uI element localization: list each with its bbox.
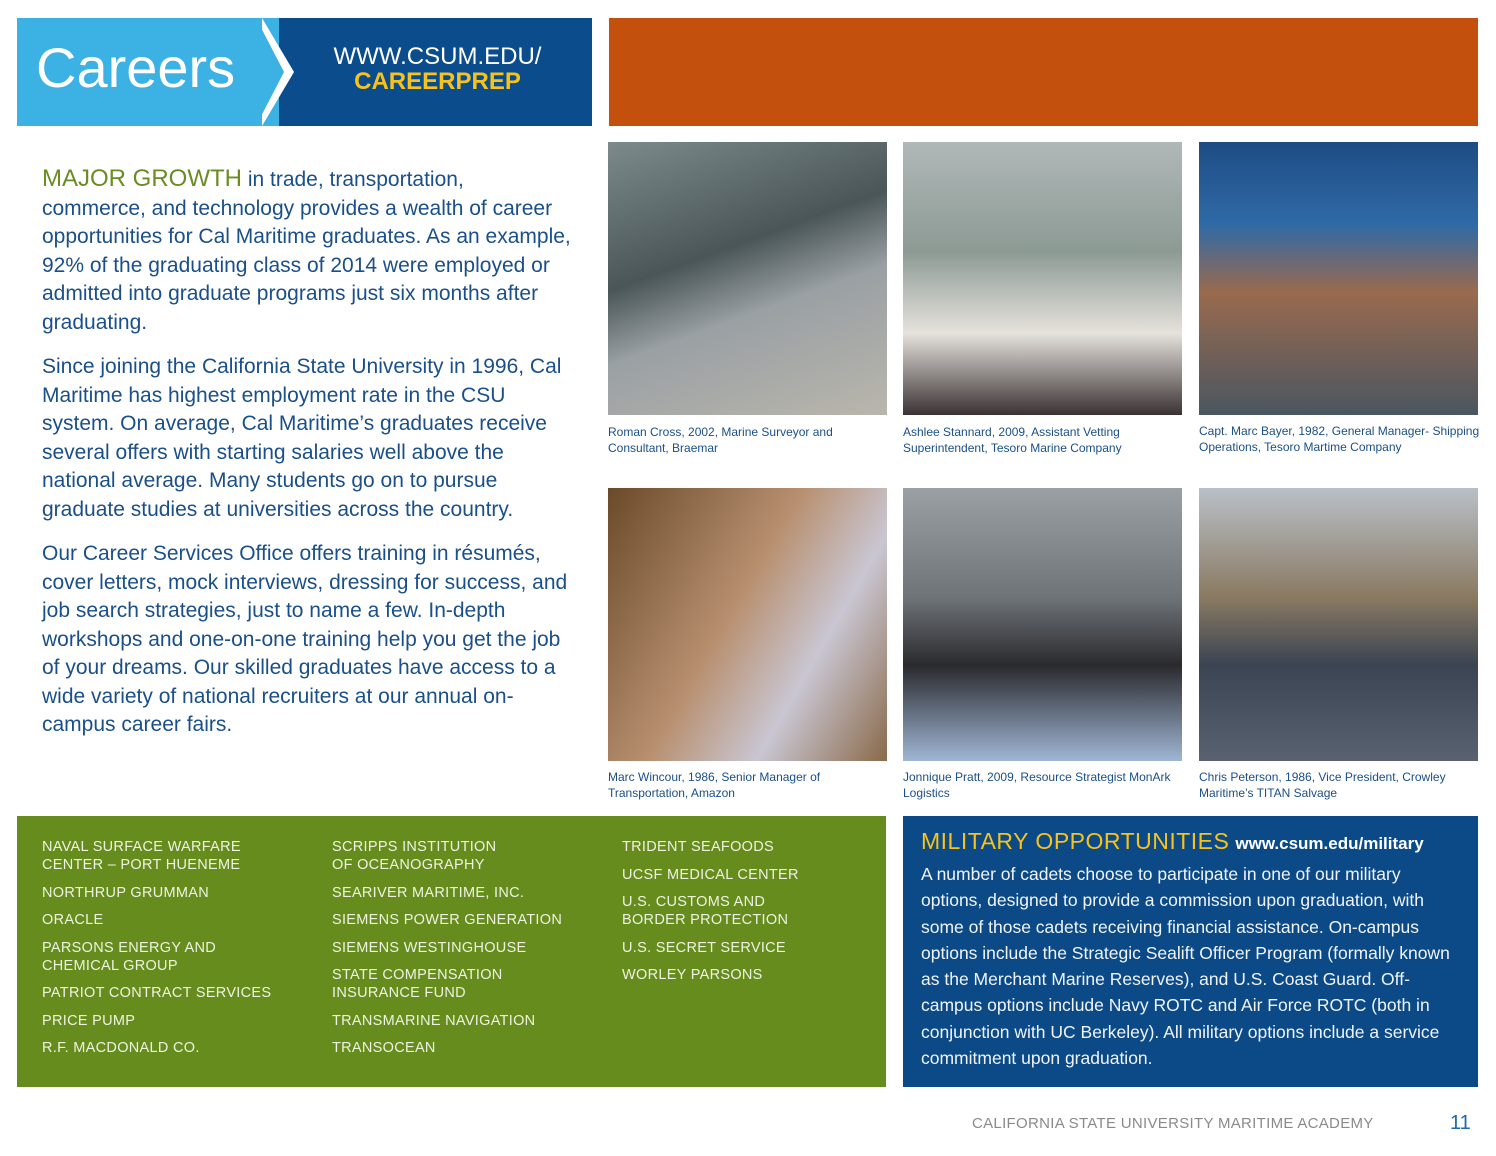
military-body: A number of cadets choose to participate in one of our military options, designed to provide a commission upon graduation, with some of those cadets receiving financial assistance. On-campus options include the Strategic Sealift Officer Program (formally known as the Merchant Marine Reserves), and U.S. Coast Guard. Off-campus options include Navy ROTC and Air Force ROTC (both in conjunction with UC Berkeley). All military options include a service commitment upon graduation. — [921, 864, 1450, 1069]
photo-ashlee-stannard — [903, 142, 1182, 415]
employer: PRICE PUMP — [42, 1012, 136, 1029]
employer: PATRIOT CONTRACT SERVICES — [42, 985, 272, 1001]
employer: U.S. CUSTOMS AND BORDER PROTECTION — [622, 894, 789, 928]
photo-caption: Ashlee Stannard, 2009, Assistant Vetting Superintendent, Tesoro Marine Company — [903, 425, 1122, 455]
photo-caption: Capt. Marc Bayer, 1982, General Manager- Shipping Operations, Tesoro Martime Company — [1199, 424, 1480, 454]
employers-column-3 — [622, 838, 822, 994]
employer: TRANSOCEAN — [332, 1040, 436, 1056]
paragraph-3: Our Career Services Office offers training in résumés, cover letters, mock interviews, dressing for success, and job search strategies, just to name a few. In-depth workshops and one-on-one training help you get the job of your dreams. Our skilled graduates have access to a wide variety of national recruiters at our annual on-campus career fairs. — [42, 542, 568, 736]
employer: SIEMENS POWER GENERATION — [332, 912, 563, 928]
photo-caption: Marc Wincour, 1986, Senior Manager of Transportation, Amazon — [608, 770, 821, 800]
url-line2: CAREERPREP — [354, 68, 521, 96]
photo-marc-bayer — [1199, 142, 1478, 415]
employer: U.S. SECRET SERVICE — [622, 939, 786, 956]
employer: UCSF MEDICAL CENTER — [622, 866, 799, 883]
employer: NAVAL SURFACE WARFARE CENTER – PORT HUENEME — [42, 839, 241, 873]
paragraph-1 — [42, 165, 572, 337]
employers-column-2 — [332, 838, 582, 1067]
photo-caption: Chris Peterson, 1986, Vice President, Crowley Maritime’s TITAN Salvage — [1199, 770, 1446, 800]
employers-box — [17, 816, 886, 1087]
photo-jonnique-pratt — [903, 488, 1182, 761]
p1-text: in trade, transportation, commerce, and technology provides a wealth of career opportunities for Cal Maritime graduates. As an example, 92% of the graduating class of 2014 were employed or admitted into graduate programs just six months after graduating. — [42, 168, 571, 334]
employer: TRIDENT SEAFOODS — [622, 839, 774, 855]
paragraph-2: Since joining the California State University in 1996, Cal Maritime has highest employment rate in the CSU system. On average, Cal Maritime’s graduates receive several offers with starting salaries well above the national average. Many students go on to pursue graduate studies at universities across the country. — [42, 355, 562, 521]
photo-caption: Jonnique Pratt, 2009, Resource Strategist MonArk Logistics — [903, 770, 1171, 800]
lead-text: MAJOR GROWTH — [42, 165, 242, 192]
photo-roman-cross — [608, 142, 887, 415]
employer: SEARIVER MARITIME, INC. — [332, 884, 525, 901]
employer: TRANSMARINE NAVIGATION — [332, 1012, 536, 1029]
employer: WORLEY PARSONS — [622, 967, 763, 983]
photo-chris-peterson — [1199, 488, 1478, 761]
employer: NORTHRUP GRUMMAN — [42, 884, 209, 901]
photo-marc-wincour — [608, 488, 887, 761]
employer: SCRIPPS INSTITUTION OF OCEANOGRAPHY — [332, 839, 497, 873]
page-number: 11 — [1450, 1112, 1471, 1134]
employer: ORACLE — [42, 912, 104, 928]
employers-column-1 — [42, 838, 272, 1067]
careerprep-link[interactable] — [300, 44, 575, 94]
employer: SIEMENS WESTINGHOUSE — [332, 939, 527, 956]
employer: STATE COMPENSATION INSURANCE FUND — [332, 967, 503, 1001]
orange-banner — [609, 18, 1478, 126]
military-box — [903, 816, 1478, 1087]
arrow-shape — [256, 18, 284, 126]
employer: R.F. MACDONALD CO. — [42, 1040, 200, 1056]
url-line1: WWW.CSUM.EDU/ — [333, 43, 542, 70]
section-title: Careers — [36, 36, 236, 99]
footer-text: CALIFORNIA STATE UNIVERSITY MARITIME ACADEMY — [972, 1115, 1374, 1132]
body-text — [42, 165, 572, 756]
photo-caption: Roman Cross, 2002, Marine Surveyor and Consultant, Braemar — [608, 425, 833, 455]
military-heading: MILITARY OPPORTUNITIES — [921, 828, 1230, 854]
military-link[interactable]: www.csum.edu/military — [1235, 834, 1424, 853]
employer: PARSONS ENERGY AND CHEMICAL GROUP — [42, 939, 217, 974]
